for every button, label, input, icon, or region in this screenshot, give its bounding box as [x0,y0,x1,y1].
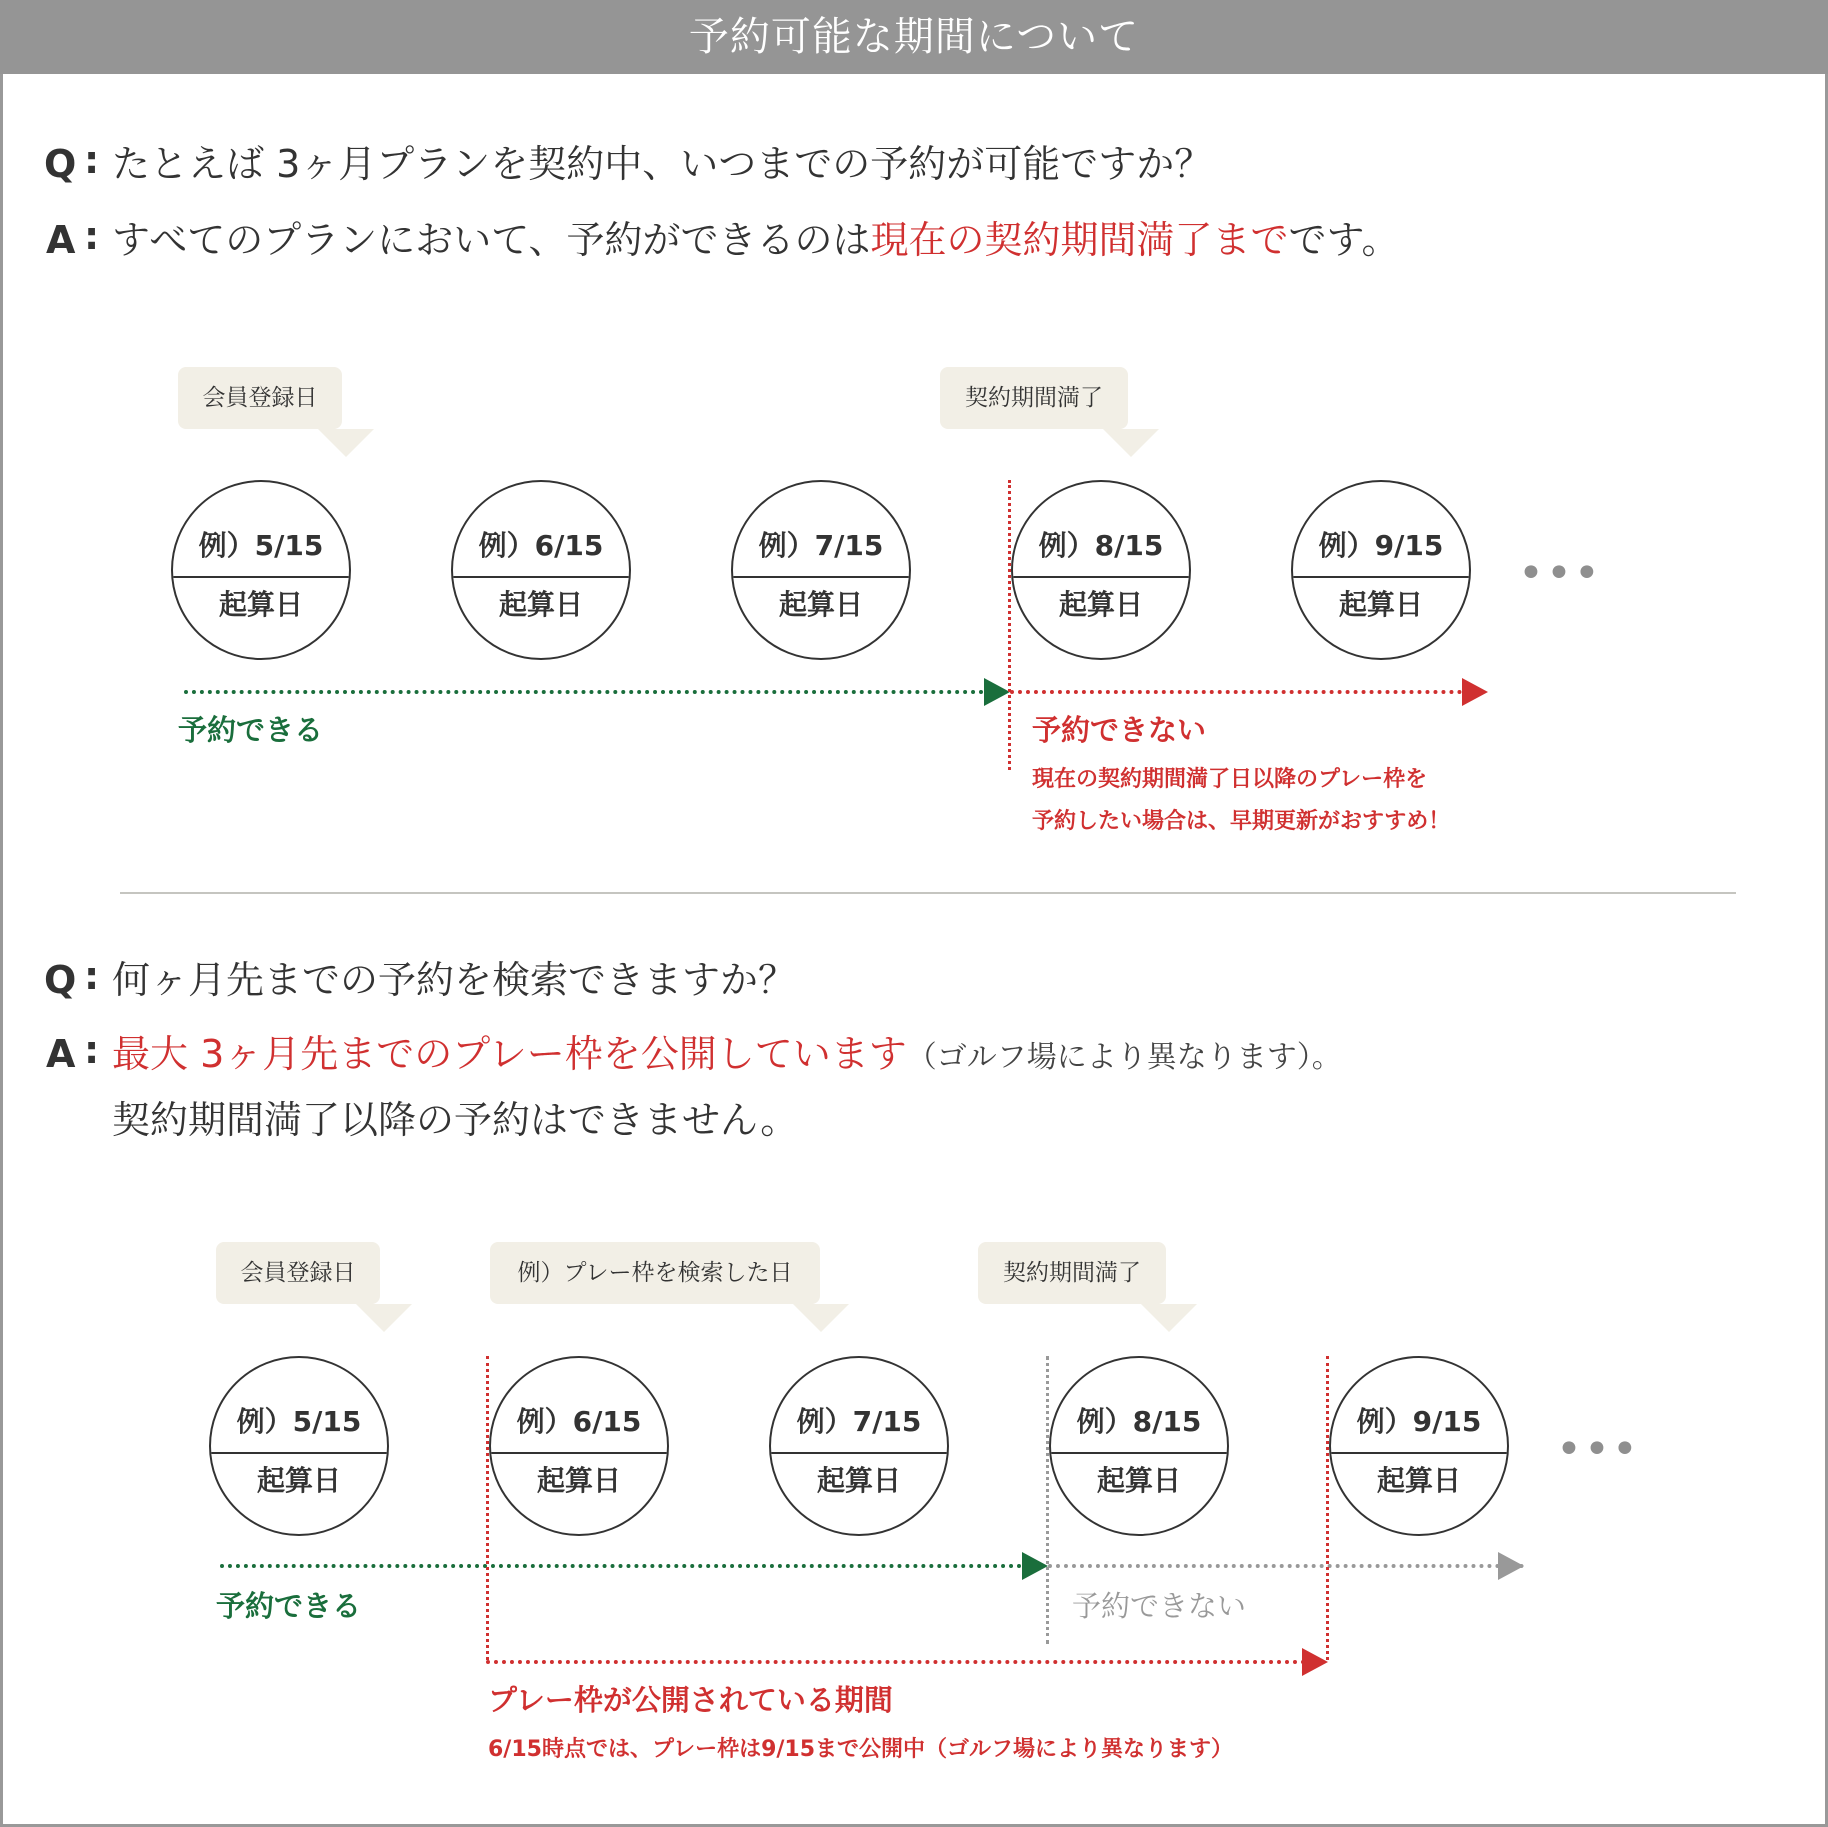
answer-1-text-1: すべてのプランにおいて、予約ができるのは [112,218,871,262]
open-period-arrow [1302,1648,1328,1676]
non-reservable-arrow [1462,678,1488,706]
tag-contract-expiry: 契約期間満了 [978,1242,1166,1304]
date-circle-date: 例）7/15 [733,482,909,578]
date-circle-label: 起算日 [778,588,863,621]
tag-register-date: 会員登録日 [216,1242,380,1304]
date-circle [1011,480,1191,660]
date-circle [769,1356,949,1536]
q-colon: : [84,954,100,998]
open-period-note: 6/15時点では、プレー枠は9/15まで公開中（ゴルフ場により異なります） [488,1737,1234,1762]
page-title: 予約可能な期間について [0,0,1828,74]
date-circle-label: 起算日 [1338,588,1423,621]
answer-2 [46,1028,1342,1082]
date-circle-label: 起算日 [1058,588,1143,621]
date-circle-date: 例）5/15 [173,482,349,578]
non-reservable-arrow [1498,1552,1524,1580]
date-circle-label: 起算日 [218,588,303,621]
search-date-marker-line [486,1356,489,1660]
non-reservable-line [1010,690,1462,694]
expiry-marker-line [1046,1356,1049,1644]
reservable-arrow [984,678,1010,706]
answer-2-text-highlight: 最大 3ヶ月先までのプレー枠を公開しています [112,1032,907,1076]
date-circle-date: 例）5/15 [211,1358,387,1454]
date-circle-date: 例）6/15 [491,1358,667,1454]
date-circle [171,480,351,660]
a-colon: : [84,1028,100,1072]
date-circle-date: 例）8/15 [1013,482,1189,578]
date-circle-date: 例）7/15 [771,1358,947,1454]
date-circle-date: 例）9/15 [1293,482,1469,578]
q-label: Q [44,958,77,1002]
date-circle [1329,1356,1509,1536]
early-renewal-note-1: 現在の契約期間満了日以降のプレー枠を [1032,767,1428,792]
tag-search-date: 例）プレー枠を検索した日 [490,1242,820,1304]
open-end-marker-line [1326,1356,1329,1660]
early-renewal-note-2: 予約したい場合は、早期更新がおすすめ！ [1032,809,1451,834]
answer-1-text-2: です。 [1288,218,1400,262]
q-label: Q [44,142,77,186]
a-colon: : [84,214,100,258]
date-circle [731,480,911,660]
date-circle-date: 例）8/15 [1051,1358,1227,1454]
date-circle [209,1356,389,1536]
label-open-period: プレー枠が公開されている期間 [488,1683,893,1717]
date-circle-label: 起算日 [536,1464,621,1497]
tag-register-date: 会員登録日 [178,367,342,429]
date-circle-label: 起算日 [256,1464,341,1497]
date-circle [1291,480,1471,660]
question-1-text: たとえば 3ヶ月プランを契約中、いつまでの予約が可能ですか？ [112,142,1213,186]
reservable-arrow [1022,1552,1048,1580]
tag-contract-expiry: 契約期間満了 [940,367,1128,429]
a-label: A [46,1032,76,1076]
reservable-line [220,1564,1022,1568]
question-1 [44,138,1213,188]
date-circle-label: 起算日 [498,588,583,621]
ellipsis: ••• [1556,1424,1640,1475]
non-reservable-line [1048,1564,1524,1568]
q-colon: : [84,138,100,182]
label-can-reserve: 予約できる [178,713,324,747]
answer-1 [46,214,1400,264]
date-circle-label: 起算日 [1096,1464,1181,1497]
date-circle [1049,1356,1229,1536]
reservable-line [184,690,984,694]
question-2 [44,954,797,1004]
date-circle [451,480,631,660]
open-period-line [486,1660,1306,1664]
a-label: A [46,218,76,262]
answer-2-line2: 契約期間満了以降の予約はできません。 [112,1098,799,1142]
label-can-reserve: 予約できる [216,1589,362,1623]
label-cannot-reserve: 予約できない [1032,713,1207,747]
date-circle-label: 起算日 [816,1464,901,1497]
label-cannot-reserve: 予約できない [1072,1589,1247,1623]
date-circle [489,1356,669,1536]
date-circle-date: 例）6/15 [453,482,629,578]
date-circle-label: 起算日 [1376,1464,1461,1497]
answer-1-text-highlight: 現在の契約期間満了まで [870,218,1289,262]
ellipsis: ••• [1518,548,1602,599]
date-circle-date: 例）9/15 [1331,1358,1507,1454]
section-divider [120,892,1736,894]
question-2-text: 何ヶ月先までの予約を検索できますか？ [112,958,797,1002]
expiry-marker-line [1008,480,1011,770]
answer-2-text-note: （ゴルフ場により異なります）。 [906,1040,1342,1075]
